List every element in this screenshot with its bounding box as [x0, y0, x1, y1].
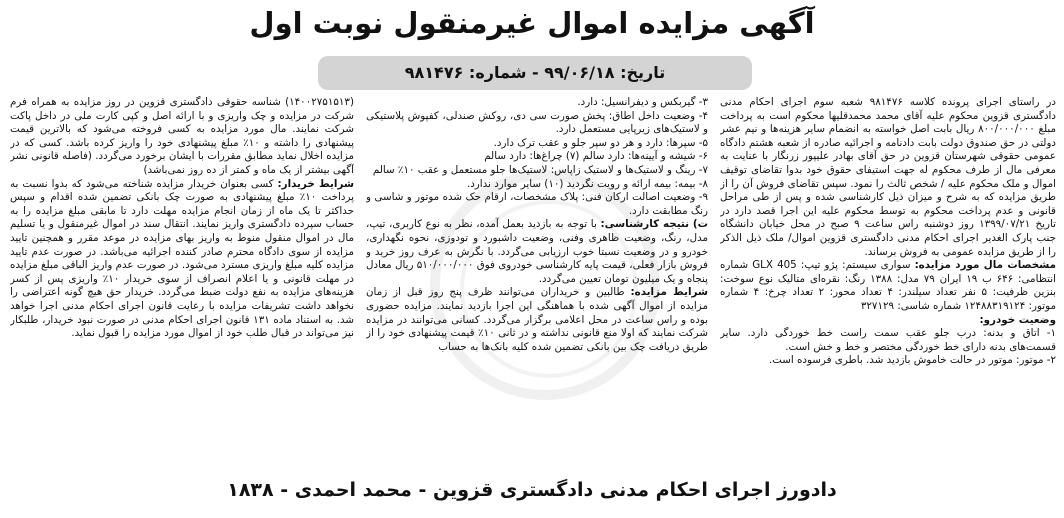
column-right [720, 96, 1056, 468]
condition-item-7: ۷- رینگ و لاستیک‌ها و لاستیک زاپاس: لاستیک‌ها جلو مستعمل و عقب ۱۰٪ سالم [372, 163, 708, 176]
terms-paragraph [366, 286, 708, 354]
condition-item-5: ۵- سپرها: دارد و هر دو سپر جلو و عقب ترک دارد. [493, 136, 708, 149]
condition-heading-text: وضعیت خودرو: [979, 313, 1056, 326]
intro-paragraph: در راستای اجرای پرونده کلاسه ۹۸۱۴۷۶ شعبه سوم اجرای احکام مدنی دادگستری قزوین محکوم علیه آقای محمد محمدقلیها محکوم است به پرداخت مبلغ ۸۰۰/۰۰۰/۰۰۰ ریال بابت اصل خواسته به انضمام سایر هزینه‌ها و نیم عشر دولتی در حق صندوق دولت بابت دادنامه و اجرائیه صادره از شعبه هشتم دادگاه عمومی حقوقی شهرستان قزوین در حق آقای بهادر علیپور زرنگار با عنایت به معرفی مال از طرف محکوم له جهت استیفای حقوق خود بدوا تقاضای توقیف اموال و ملک محکوم علیه / شخص ثالث را نمود. سپس تقاضای فروش آن را از طریق مزایده که به شرح و میزان ذیل کارشناسی شده و پس از طی مراحل قانونی و عدم پرداخت محکوم به توسط محکوم علیه این اجرا قصد دارد در تاریخ ۱۳۹۹/۰۷/۲۱ روز دوشنبه راس ساعت ۹ صبح در محل خیابان دانشگاه جنب پارک الغدیر اجرای احکام مدنی دادگستری قزوین اموال/ ملک ذیل الذکر را از طریق مزایده عمومی به فروش برساند. [720, 96, 1056, 258]
condition-item-9: ۹- وضعیت اصالت ارکان فنی: پلاک مشخصات، ارقام حک شده موتور و شاسی و رنگ مطابقت دارد. [366, 191, 708, 217]
expert-text: با توجه به بازدید بعمل آمده، نظر به نوع کاربری، تیپ، مدل، رنگ، وضعیت ظاهری وفنی، وضعیت داشبورد و تودوزی، نحوه نگهداری، خودرو و در وضعیت نسبتا خوب ارزیابی می‌گردد. با نگرش به عرف روز خرید و فروش بازار فعلی، قیمت پایه کارشناسی خودروی فوق ۵۱۰/۰۰۰/۰۰۰ ریال معادل پنجاه و یک میلیون تومان تعیین می‌گردد. [366, 218, 708, 285]
spec-text: سواری سیستم: پژو تیپ: GLX 405 شماره انتظامی: ۶۴۶ ب ۱۹ ایران ۷۹ مدل: ۱۳۸۸ رنگ: نقره‌ای متالیک نوع سوخت: بنزین ظرفیت: ۵ نفر تعداد سیلندر: ۴ تعداد محور: ۲ تعداد چرخ: ۴ شماره موتور: ۱۲۴۸۸۳۱۹۱۲۴ شماره شاسی: ۳۲۷۱۲۹ [720, 259, 1056, 312]
buyer-paragraph [10, 178, 354, 341]
spec-heading: مشخصات مال مورد مزایده: [914, 259, 1056, 272]
condition-item-8: ۸- بیمه: بیمه ارائه و رویت نگردید (۱۰) سایر موارد ندارد. [466, 177, 708, 190]
notice-title: آگهی مزایده اموال غیرمنقول نوبت اول [249, 6, 815, 40]
buyer-heading: شرایط خریدار: [277, 177, 354, 190]
condition-item-1: ۱- اتاق و بدنه: درب جلو عقب سمت راست خط خوردگی دارد. سایر قسمت‌های بدنه دارای خط خوردگی مختصر و خط و خش است. [720, 327, 1056, 353]
notice-body [10, 96, 1056, 468]
buyer-text: کسی بعنوان خریدار مزایده شناخته می‌شود که بدوا نسبت به پرداخت ۱۰٪ مبلغ پیشنهادی به صورت چک بانکی تضمین شده اقدام و سپس حداکثر تا یک ماه از زمان انجام مزایده مهلت دارد تا مابقی مبلغ مزایده را به حساب سپرده دادگستری واریز نمایند. انتقال سند در اموال غیرمنقول و یا تسلیم مال در اموال منقول منوط به واریز بهای مزایده در موعد مقرر و همچنین تایید مزایده از سوی دادگاه محترم صادر کننده اجرائیه می‌باشد. در صورت عدم تایید مزایده کلیه مبلغ واریزی مسترد می‌شود. در صورت عدم واریز الباقی مبلغ مزایده در مهلت قانونی و یا اعلام انصراف از سوی خریدار ۱۰٪ واریزی پس از کسر هزینه‌های مزایده به نفع دولت ضبط می‌گردد. خریدار حق هیچ گونه اعتراضی را نخواهد داشت تشریفات مزایده با رعایت قانون اجرای احکام مدنی اجرا خواهد شد. به استناد ماده ۱۳۱ قانون اجرای احکام مدنی در صورت نبود خریدار، طلبکار نیز می‌تواند در قبال طلب خود از اموال مورد مزایده را قبول نماید. [10, 177, 354, 340]
date-number-bar: تاریخ: ۹۹/۰۶/۱۸ - شماره: ۹۸۱۴۷۶ [318, 56, 752, 90]
column-left [10, 96, 354, 468]
expert-heading: ت) نتیجه کارشناسی: [600, 218, 708, 231]
terms-text: طالبین و خریداران می‌توانند ظرف پنج روز قبل از زمان مزایده از اموال آگهی شده با هماهنگی این اجرا بازدید نمایند. مزایده حضوری بوده و راس ساعت در محل اعلامی برگزار می‌گردد. کسانی می‌توانند در مزایده شرکت نمایند که اولا منع قانونی نداشته و در ثانی ۱۰٪ قیمت پیشنهادی خود را از طریق دریافت چک بین بانکی تضمین شده کلیه بانک‌ها به حساب [366, 286, 708, 353]
spec-paragraph [720, 259, 1056, 313]
condition-item-3: ۳- گیربکس و دیفرانسیل: دارد. [577, 96, 708, 108]
terms-heading: شرایط مزایده: [630, 286, 708, 299]
signature-line: دادورز اجرای احکام مدنی دادگستری قزوین - محمد احمدی - ۱۸۳۸ [227, 479, 837, 501]
expert-paragraph [366, 218, 708, 286]
condition-item-6: ۶- شیشه و آیینه‌ها: دارد سالم (۷) چراغ‌ها: دارد سالم [484, 150, 708, 163]
condition-heading [720, 314, 1056, 328]
condition-item-2: ۲- موتور: موتور در حالت خاموش بازدید شد. باطری فرسوده است. [768, 354, 1056, 367]
column-middle [366, 96, 708, 468]
condition-item-4: ۴- وضعیت داخل اطاق: پخش صورت سی دی، روکش صندلی، کفپوش پلاستیکی و لاستیک‌های زیرپایی مستعمل دارد. [366, 109, 708, 136]
deposit-paragraph: (۱۴۰۰۲۷۵۱۵۱۳) شناسه حقوقی دادگستری قزوین در روز مزایده به همراه فرم شرکت در مزایده و چک واریزی و با ارائه اصل و کپی کارت ملی در داخل پاکت شرکت نمایند. مال مورد مزایده به کسی فروخته می‌شود که بالاترین قیمت پیشنهادی را داشته و ۱۰٪ مبلغ پیشنهادی خود را واریز کرده باشد. کسی که در مزایده اخلال نماید مطابق مقررات با ایشان برخورد می‌گردد. (فاصله قانونی نشر آگهی بیشتر از یک ماه و کمتر از ده روز نمی‌باشد) [10, 96, 354, 176]
